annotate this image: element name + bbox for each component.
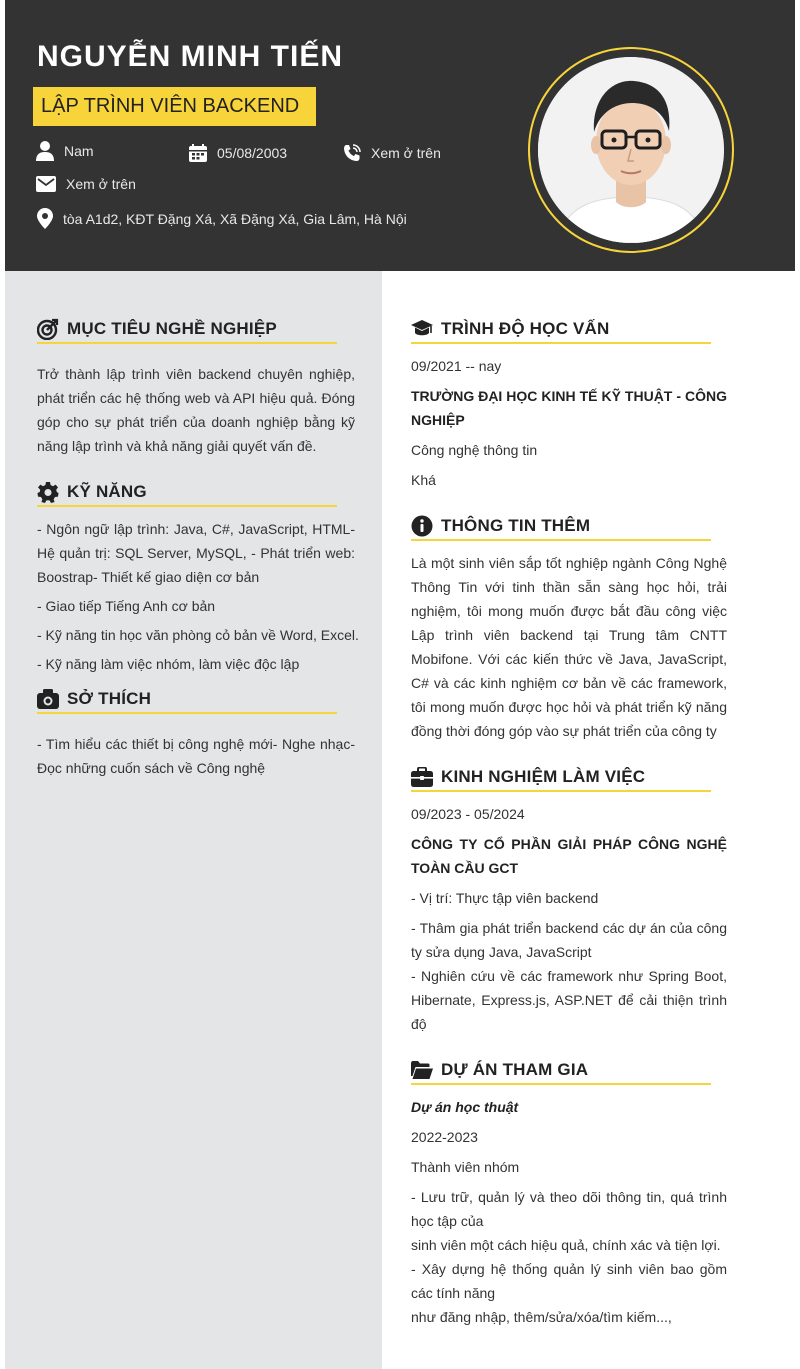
target-icon: [37, 318, 59, 340]
hobbies-title: SỞ THÍCH: [67, 689, 152, 708]
project-role: Thành viên nhóm: [411, 1159, 520, 1175]
experience-heading: [411, 764, 711, 792]
education-major: Công nghệ thông tin: [411, 442, 538, 458]
birthday-value: 05/08/2003: [217, 145, 288, 161]
additional-info-title: THÔNG TIN THÊM: [441, 516, 591, 535]
phone-info: [343, 144, 441, 162]
experience-position: - Vị trí: Thực tập viên backend: [411, 890, 599, 906]
candidate-name: NGUYỄN MINH TIẾN: [37, 40, 344, 73]
skill-item-office: - Kỹ năng tin học văn phòng cỏ bản về Word, Excel.: [37, 627, 359, 643]
phone-icon: [343, 144, 361, 162]
project-name: Dự án học thuật: [411, 1099, 519, 1115]
experience-company: CÔNG TY CỔ PHẦN GIẢI PHÁP CÔNG NGHỆ TOÀN CẦU GCT: [411, 836, 727, 876]
camera-icon: [37, 689, 59, 709]
additional-info-heading: [411, 513, 711, 541]
skills-heading: [37, 479, 337, 507]
skills-title: KỸ NĂNG: [67, 482, 147, 501]
map-pin-icon: [37, 208, 53, 229]
user-icon: [36, 140, 54, 162]
experience-task-2: - Nghiên cứu về các framework như Spring Boot, Hibernate, Express.js, ASP.NET để cải thiện trình độ: [411, 968, 727, 1032]
skill-item-english: - Giao tiếp Tiếng Anh cơ bản: [37, 598, 216, 614]
experience-period: 09/2023 - 05/2024: [411, 806, 525, 822]
candidate-role: LẬP TRÌNH VIÊN BACKEND: [33, 87, 316, 126]
email-info: [36, 176, 136, 192]
email-value: Xem ở trên: [66, 176, 136, 192]
education-grade: Khá: [411, 472, 436, 488]
education-school: TRƯỜNG ĐẠI HỌC KINH TẾ KỸ THUẬT - CÔNG NGHIỆP: [411, 388, 727, 428]
envelope-icon: [36, 176, 56, 192]
gear-icon: [37, 481, 59, 503]
additional-info-text: Là một sinh viên sắp tốt nghiệp ngành Công Nghệ Thông Tin với tinh thần sẵn sàng học hỏi, trải nghiệm, tôi mong muốn được bắt đầu công việc Lập trình viên backend tại Trung tâm CNTT Mobifone. Với các kiến thức về Java, JavaScript, C# và các kinh nghiệm cơ bản về các framework, tôi mong muốn được học hỏi và phát triển kỹ năng đồng thời đóng góp vào sự phát triển của công ty: [411, 555, 727, 739]
birthday-info: [189, 144, 287, 162]
briefcase-icon: [411, 767, 433, 787]
experience-title: KINH NGHIỆM LÀM VIỆC: [441, 767, 646, 786]
project-desc-3: - Xây dựng hệ thống quản lý sinh viên bao gồm các tính năng: [411, 1261, 727, 1301]
phone-value: Xem ở trên: [371, 145, 441, 161]
calendar-icon: [189, 144, 207, 162]
career-goal-text: Trở thành lập trình viên backend chuyên nghiệp, phát triển các hệ thống web và API hiệu quả. Đóng góp cho sự phát triển của doanh nghiệp bằng kỹ năng lập trình và khả năng giải quyết vấn đề.: [37, 366, 355, 454]
folder-open-icon: [411, 1061, 433, 1079]
portrait-photo-icon: [538, 57, 724, 243]
graduation-cap-icon: [411, 319, 433, 339]
project-desc-2: sinh viên một cách hiệu quả, chính xác và tiện lợi.: [411, 1237, 721, 1253]
projects-heading: [411, 1057, 711, 1085]
career-goal-heading: [37, 316, 337, 344]
experience-task-1: - Thâm gia phát triển backend các dự án của công ty sửa dụng Java, JavaScript: [411, 920, 727, 960]
career-goal-title: MỤC TIÊU NGHỀ NGHIỆP: [67, 319, 277, 338]
education-period: 09/2021 -- nay: [411, 358, 502, 374]
projects-title: DỰ ÁN THAM GIA: [441, 1060, 589, 1079]
education-title: TRÌNH ĐỘ HỌC VẤN: [441, 319, 610, 338]
info-icon: [411, 515, 433, 537]
education-heading: [411, 316, 711, 344]
address-value: tòa A1d2, KĐT Đặng Xá, Xã Đặng Xá, Gia Lâm, Hà Nội: [63, 210, 407, 227]
gender-info: [36, 140, 94, 162]
hobbies-text: - Tìm hiểu các thiết bị công nghệ mới- Nghe nhạc- Đọc những cuốn sách về Công nghệ: [37, 736, 355, 776]
address-info: [37, 208, 407, 229]
gender-value: Nam: [64, 143, 94, 159]
avatar: [538, 57, 724, 243]
project-desc-4: như đăng nhập, thêm/sửa/xóa/tìm kiếm...,: [411, 1309, 672, 1325]
skill-item-teamwork: - Kỹ năng làm việc nhóm, làm việc độc lập: [37, 656, 300, 672]
hobbies-heading: [37, 686, 337, 714]
project-period: 2022-2023: [411, 1129, 478, 1145]
project-desc-1: - Lưu trữ, quản lý và theo dõi thông tin, quá trình học tập của: [411, 1189, 727, 1229]
skill-item-programming: - Ngôn ngữ lập trình: Java, C#, JavaScript, HTML- Hệ quản trị: SQL Server, MySQL, - Phát triển web: Boostrap- Thiết kế giao diện cơ bản: [37, 521, 355, 585]
